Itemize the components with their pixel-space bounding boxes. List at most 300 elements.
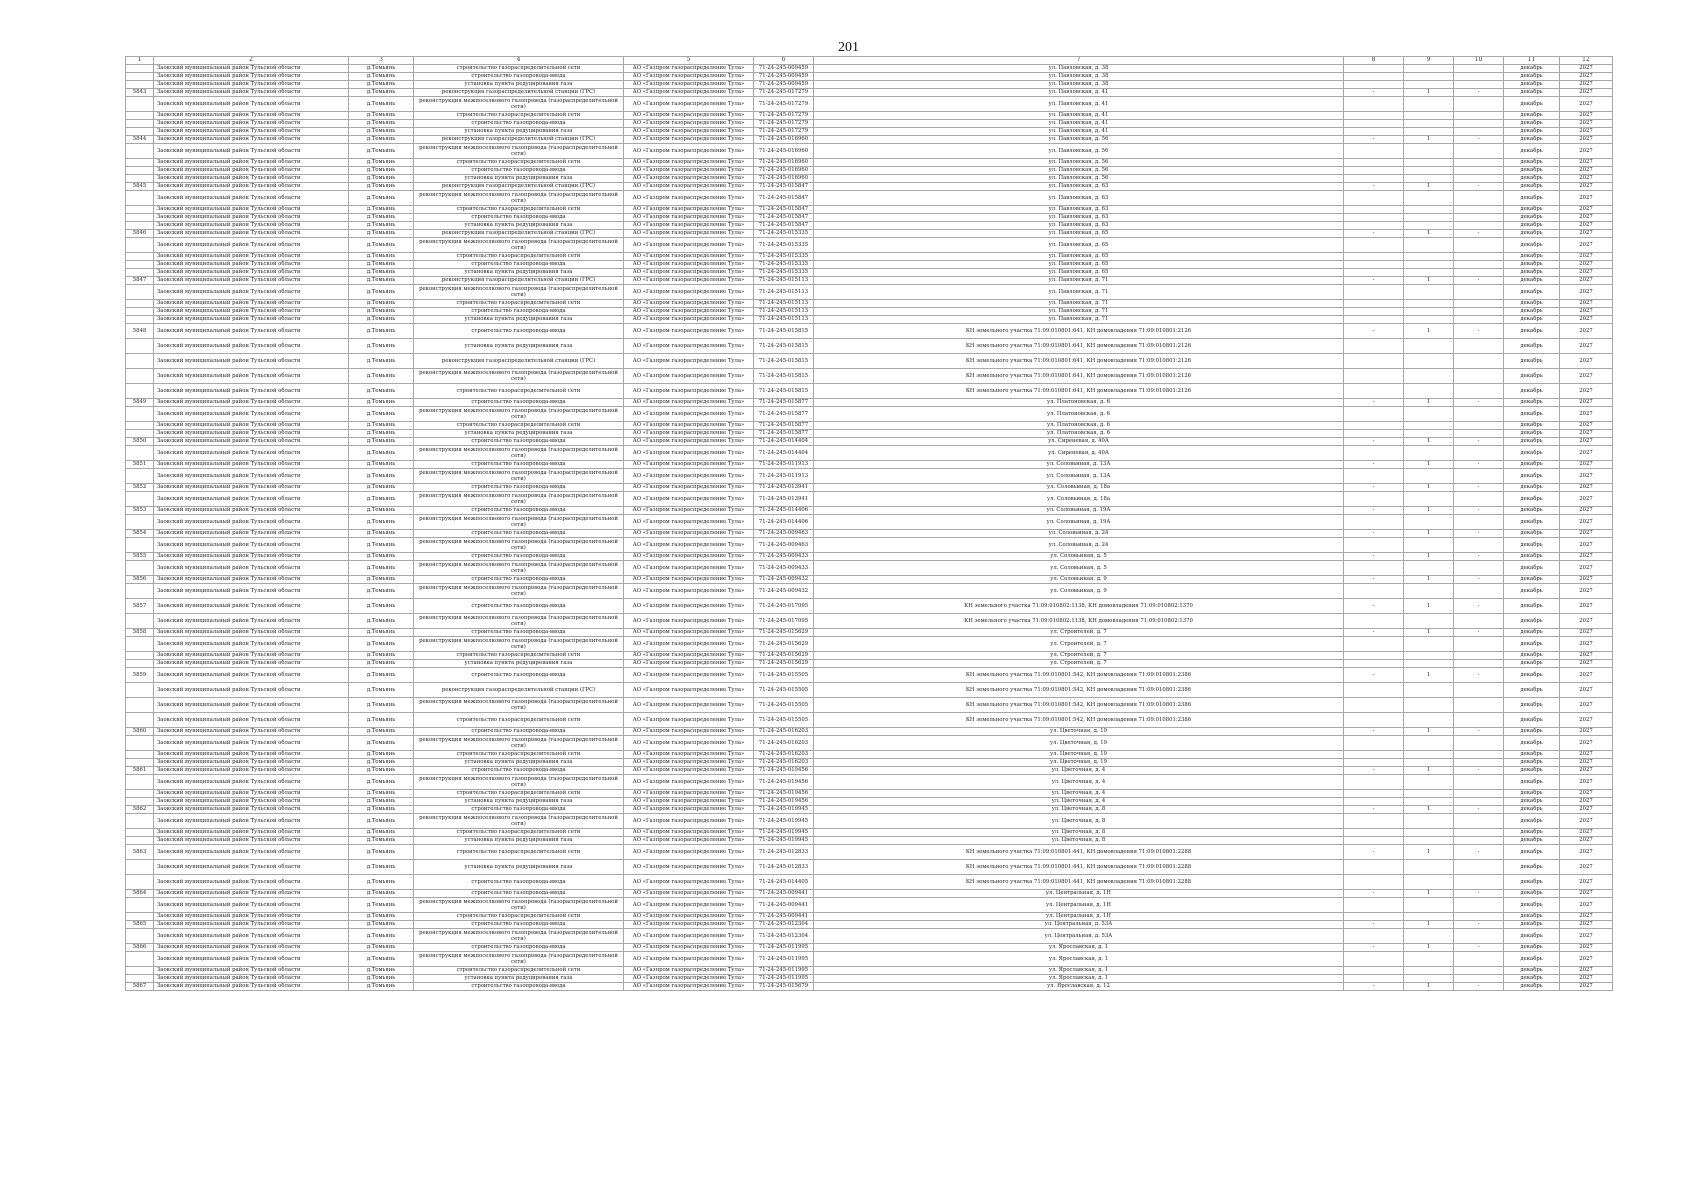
year-cell: 2027 (1560, 484, 1613, 492)
month-cell: декабрь (1504, 921, 1560, 929)
object-code-cell: 71-24-245-015113 (754, 285, 814, 300)
col10-cell (1454, 492, 1504, 507)
table-row (126, 81, 1613, 89)
address-cell: ул. Цветочная, д. 19 (814, 728, 1344, 736)
record-number (126, 206, 154, 214)
col8-cell (1344, 112, 1404, 120)
district-cell: Заокский муниципальный район Тульской области (154, 875, 349, 890)
month-cell: декабрь (1504, 929, 1560, 944)
col10-cell: - (1454, 728, 1504, 736)
year-cell: 2027 (1560, 668, 1613, 683)
col8-cell (1344, 222, 1404, 230)
organization-cell: АО «Газпром газораспределение Тула» (624, 814, 754, 829)
col9-cell (1404, 159, 1454, 167)
organization-cell: АО «Газпром газораспределение Тула» (624, 253, 754, 261)
col9-cell (1404, 446, 1454, 461)
month-cell: декабрь (1504, 238, 1560, 253)
address-cell: ул. Павловская, д. 41 (814, 97, 1344, 112)
table-row (126, 354, 1613, 369)
organization-cell: АО «Газпром газораспределение Тула» (624, 81, 754, 89)
address-cell: КН земельного участка 71:09:010801:641, КН домовладения 71:09:010801:2126 (814, 339, 1344, 354)
organization-cell: АО «Газпром газораспределение Тула» (624, 728, 754, 736)
district-cell: Заокский муниципальный район Тульской области (154, 159, 349, 167)
col8-cell (1344, 369, 1404, 384)
district-cell: Заокский муниципальный район Тульской области (154, 814, 349, 829)
object-code-cell: 71-24-245-016960 (754, 159, 814, 167)
address-cell: КН земельного участка 71:09:010801:441, КН домовладения 71:09:010801:2288 (814, 875, 1344, 890)
col8-cell (1344, 713, 1404, 728)
year-cell: 2027 (1560, 728, 1613, 736)
col10-cell: - (1454, 89, 1504, 97)
locality-cell: д.Темьянь (349, 530, 414, 538)
col10-cell: - (1454, 944, 1504, 952)
record-number (126, 736, 154, 751)
organization-cell: АО «Газпром газораспределение Тула» (624, 183, 754, 191)
year-cell: 2027 (1560, 660, 1613, 668)
organization-cell: АО «Газпром газораспределение Тула» (624, 713, 754, 728)
address-cell: ул. Павловская, д. 65 (814, 253, 1344, 261)
col9-cell: 1 (1404, 767, 1454, 775)
organization-cell: АО «Газпром газораспределение Тула» (624, 461, 754, 469)
organization-cell: АО «Газпром газораспределение Тула» (624, 652, 754, 660)
object-code-cell: 71-24-245-014406 (754, 507, 814, 515)
locality-cell: д.Темьянь (349, 660, 414, 668)
year-cell: 2027 (1560, 316, 1613, 324)
district-cell: Заокский муниципальный район Тульской области (154, 890, 349, 898)
record-number (126, 175, 154, 183)
column-number: 6 (754, 57, 814, 65)
record-number: 5855 (126, 553, 154, 561)
col10-cell (1454, 206, 1504, 214)
district-cell: Заокский муниципальный район Тульской области (154, 975, 349, 983)
col10-cell (1454, 222, 1504, 230)
month-cell: декабрь (1504, 430, 1560, 438)
address-cell: ул. Павловская, д. 56 (814, 144, 1344, 159)
work-type-cell: строительство газораспределительной сети (414, 790, 624, 798)
col9-cell (1404, 469, 1454, 484)
object-code-cell: 71-24-245-015505 (754, 713, 814, 728)
table-row (126, 576, 1613, 584)
organization-cell: АО «Газпром газораспределение Тула» (624, 238, 754, 253)
organization-cell: АО «Газпром газораспределение Тула» (624, 422, 754, 430)
column-number: 3 (349, 57, 414, 65)
record-number (126, 354, 154, 369)
object-code-cell: 71-24-245-009432 (754, 584, 814, 599)
table-row (126, 683, 1613, 698)
district-cell: Заокский муниципальный район Тульской области (154, 553, 349, 561)
work-type-cell: строительство газораспределительной сети (414, 967, 624, 975)
work-type-cell: строительство газопровода-ввода (414, 438, 624, 446)
object-code-cell: 71-24-245-015335 (754, 238, 814, 253)
work-type-cell: установка пункта редуцирования газа (414, 860, 624, 875)
col10-cell (1454, 798, 1504, 806)
address-cell: ул. Цветочная, д. 4 (814, 767, 1344, 775)
work-type-cell: реконструкция межпоселкового газопровода (газораспределительной сети) (414, 814, 624, 829)
record-number (126, 713, 154, 728)
object-code-cell: 71-24-245-015877 (754, 399, 814, 407)
col9-cell (1404, 736, 1454, 751)
month-cell: декабрь (1504, 713, 1560, 728)
organization-cell: АО «Газпром газораспределение Тула» (624, 530, 754, 538)
col10-cell (1454, 913, 1504, 921)
address-cell: КН земельного участка 71:09:010801:542, КН домовладения 71:09:010801:2386 (814, 698, 1344, 713)
object-code-cell: 71-24-245-009463 (754, 538, 814, 553)
column-number: 5 (624, 57, 754, 65)
district-cell: Заокский муниципальный район Тульской области (154, 829, 349, 837)
work-type-cell: строительство газопровода-ввода (414, 530, 624, 538)
district-cell: Заокский муниципальный район Тульской области (154, 484, 349, 492)
work-type-cell: реконструкция межпоселкового газопровода (газораспределительной сети) (414, 285, 624, 300)
district-cell: Заокский муниципальный район Тульской области (154, 660, 349, 668)
month-cell: декабрь (1504, 576, 1560, 584)
record-number (126, 759, 154, 767)
col10-cell: - (1454, 277, 1504, 285)
year-cell: 2027 (1560, 277, 1613, 285)
locality-cell: д.Темьянь (349, 983, 414, 991)
record-number (126, 660, 154, 668)
col10-cell (1454, 65, 1504, 73)
col8-cell: - (1344, 553, 1404, 561)
column-number: 1 (126, 57, 154, 65)
record-number (126, 975, 154, 983)
col8-cell (1344, 829, 1404, 837)
col8-cell (1344, 339, 1404, 354)
locality-cell: д.Темьянь (349, 944, 414, 952)
work-type-cell: строительство газопровода-ввода (414, 399, 624, 407)
col8-cell (1344, 967, 1404, 975)
district-cell: Заокский муниципальный район Тульской области (154, 206, 349, 214)
work-type-cell: установка пункта редуцирования газа (414, 339, 624, 354)
year-cell: 2027 (1560, 713, 1613, 728)
work-type-cell: реконструкция межпоселкового газопровода (газораспределительной сети) (414, 446, 624, 461)
organization-cell: АО «Газпром газораспределение Тула» (624, 167, 754, 175)
organization-cell: АО «Газпром газораспределение Тула» (624, 484, 754, 492)
table-row (126, 652, 1613, 660)
district-cell: Заокский муниципальный район Тульской области (154, 767, 349, 775)
locality-cell: д.Темьянь (349, 921, 414, 929)
col9-cell: 1 (1404, 576, 1454, 584)
record-number (126, 308, 154, 316)
organization-cell: АО «Газпром газораспределение Тула» (624, 890, 754, 898)
locality-cell: д.Темьянь (349, 469, 414, 484)
col9-cell: 1 (1404, 944, 1454, 952)
district-cell: Заокский муниципальный район Тульской области (154, 175, 349, 183)
month-cell: декабрь (1504, 775, 1560, 790)
record-number (126, 952, 154, 967)
organization-cell: АО «Газпром газораспределение Тула» (624, 230, 754, 238)
col8-cell (1344, 97, 1404, 112)
object-code-cell: 71-24-245-015847 (754, 214, 814, 222)
organization-cell: АО «Газпром газораспределение Тула» (624, 736, 754, 751)
col10-cell (1454, 967, 1504, 975)
locality-cell: д.Темьянь (349, 614, 414, 629)
month-cell: декабрь (1504, 983, 1560, 991)
col8-cell (1344, 384, 1404, 399)
organization-cell: АО «Газпром газораспределение Тула» (624, 898, 754, 913)
object-code-cell: 71-24-245-011995 (754, 967, 814, 975)
year-cell: 2027 (1560, 461, 1613, 469)
year-cell: 2027 (1560, 890, 1613, 898)
month-cell: декабрь (1504, 65, 1560, 73)
table-row (126, 530, 1613, 538)
col10-cell (1454, 238, 1504, 253)
col9-cell (1404, 913, 1454, 921)
locality-cell: д.Темьянь (349, 629, 414, 637)
year-cell: 2027 (1560, 584, 1613, 599)
locality-cell: д.Темьянь (349, 952, 414, 967)
organization-cell: АО «Газпром газораспределение Тула» (624, 89, 754, 97)
year-cell: 2027 (1560, 599, 1613, 614)
col10-cell (1454, 339, 1504, 354)
year-cell: 2027 (1560, 983, 1613, 991)
object-code-cell: 71-24-245-009441 (754, 890, 814, 898)
district-cell: Заокский муниципальный район Тульской области (154, 775, 349, 790)
organization-cell: АО «Газпром газораспределение Тула» (624, 214, 754, 222)
year-cell: 2027 (1560, 399, 1613, 407)
col10-cell (1454, 73, 1504, 81)
month-cell: декабрь (1504, 384, 1560, 399)
work-type-cell: реконструкция межпоселкового газопровода (газораспределительной сети) (414, 369, 624, 384)
col10-cell (1454, 814, 1504, 829)
work-type-cell: реконструкция межпоселкового газопровода (газораспределительной сети) (414, 407, 624, 422)
year-cell: 2027 (1560, 898, 1613, 913)
table-row (126, 629, 1613, 637)
col10-cell (1454, 253, 1504, 261)
object-code-cell: 71-24-245-015815 (754, 384, 814, 399)
col8-cell (1344, 167, 1404, 175)
address-cell: КН земельного участка 71:09:010802:1138, КН домовладения 71:09:010802:1370 (814, 614, 1344, 629)
year-cell: 2027 (1560, 561, 1613, 576)
locality-cell: д.Темьянь (349, 599, 414, 614)
col8-cell (1344, 316, 1404, 324)
district-cell: Заокский муниципальный район Тульской области (154, 369, 349, 384)
organization-cell: АО «Газпром газораспределение Тула» (624, 300, 754, 308)
object-code-cell: 71-24-245-019945 (754, 829, 814, 837)
col10-cell: - (1454, 806, 1504, 814)
district-cell: Заокский муниципальный район Тульской области (154, 136, 349, 144)
table-row (126, 484, 1613, 492)
table-row (126, 561, 1613, 576)
record-number (126, 285, 154, 300)
col9-cell: 1 (1404, 324, 1454, 339)
col8-cell (1344, 73, 1404, 81)
month-cell: декабрь (1504, 967, 1560, 975)
locality-cell: д.Темьянь (349, 829, 414, 837)
record-number (126, 222, 154, 230)
col10-cell (1454, 384, 1504, 399)
locality-cell: д.Темьянь (349, 736, 414, 751)
month-cell: декабрь (1504, 683, 1560, 698)
locality-cell: д.Темьянь (349, 652, 414, 660)
record-number (126, 191, 154, 206)
col10-cell (1454, 97, 1504, 112)
table-row (126, 183, 1613, 191)
month-cell: декабрь (1504, 492, 1560, 507)
work-type-cell: реконструкция межпоселкового газопровода (газораспределительной сети) (414, 614, 624, 629)
year-cell: 2027 (1560, 515, 1613, 530)
address-cell: ул. Цветочная, д. 8 (814, 814, 1344, 829)
organization-cell: АО «Газпром газораспределение Тула» (624, 837, 754, 845)
object-code-cell: 71-24-245-015113 (754, 308, 814, 316)
organization-cell: АО «Газпром газораспределение Тула» (624, 324, 754, 339)
organization-cell: АО «Газпром газораспределение Тула» (624, 790, 754, 798)
table-row (126, 65, 1613, 73)
address-cell: ул. Цветочная, д. 19 (814, 759, 1344, 767)
col9-cell (1404, 929, 1454, 944)
col9-cell (1404, 422, 1454, 430)
col10-cell: - (1454, 629, 1504, 637)
organization-cell: АО «Газпром газораспределение Тула» (624, 860, 754, 875)
address-cell: ул. Павловская, д. 38 (814, 81, 1344, 89)
organization-cell: АО «Газпром газораспределение Тула» (624, 921, 754, 929)
record-number (126, 430, 154, 438)
district-cell: Заокский муниципальный район Тульской области (154, 120, 349, 128)
address-cell: ул. Павловская, д. 63 (814, 214, 1344, 222)
col8-cell: - (1344, 136, 1404, 144)
col8-cell (1344, 128, 1404, 136)
work-type-cell: установка пункта редуцирования газа (414, 975, 624, 983)
district-cell: Заокский муниципальный район Тульской области (154, 89, 349, 97)
organization-cell: АО «Газпром газораспределение Тула» (624, 806, 754, 814)
locality-cell: д.Темьянь (349, 584, 414, 599)
table-row (126, 660, 1613, 668)
district-cell: Заокский муниципальный район Тульской области (154, 277, 349, 285)
locality-cell: д.Темьянь (349, 316, 414, 324)
year-cell: 2027 (1560, 269, 1613, 277)
year-cell: 2027 (1560, 790, 1613, 798)
col9-cell: 1 (1404, 183, 1454, 191)
record-number (126, 898, 154, 913)
address-cell: ул. Павловская, д. 63 (814, 191, 1344, 206)
object-code-cell: 71-24-245-017279 (754, 128, 814, 136)
month-cell: декабрь (1504, 637, 1560, 652)
col8-cell (1344, 422, 1404, 430)
col10-cell (1454, 736, 1504, 751)
col10-cell (1454, 446, 1504, 461)
col8-cell (1344, 775, 1404, 790)
col9-cell (1404, 175, 1454, 183)
work-type-cell: реконструкция газораспределительной станции (ГРС) (414, 354, 624, 369)
col10-cell (1454, 144, 1504, 159)
work-type-cell: строительство газораспределительной сети (414, 829, 624, 837)
col9-cell (1404, 967, 1454, 975)
address-cell: ул. Платоновская, д. 6 (814, 399, 1344, 407)
col8-cell (1344, 614, 1404, 629)
record-number (126, 929, 154, 944)
col8-cell: - (1344, 576, 1404, 584)
month-cell: декабрь (1504, 599, 1560, 614)
work-type-cell: установка пункта редуцирования газа (414, 175, 624, 183)
table-row (126, 983, 1613, 991)
col9-cell (1404, 384, 1454, 399)
address-cell: КН земельного участка 71:09:010801:641, КН домовладения 71:09:010801:2126 (814, 324, 1344, 339)
object-code-cell: 71-24-245-015335 (754, 230, 814, 238)
organization-cell: АО «Газпром газораспределение Тула» (624, 354, 754, 369)
record-number (126, 65, 154, 73)
object-code-cell: 71-24-245-014405 (754, 875, 814, 890)
record-number (126, 369, 154, 384)
record-number: 5853 (126, 507, 154, 515)
col8-cell (1344, 790, 1404, 798)
record-number (126, 790, 154, 798)
col8-cell: - (1344, 845, 1404, 860)
district-cell: Заокский муниципальный район Тульской области (154, 913, 349, 921)
work-type-cell: установка пункта редуцирования газа (414, 660, 624, 668)
col9-cell (1404, 875, 1454, 890)
organization-cell: АО «Газпром газораспределение Тула» (624, 206, 754, 214)
district-cell: Заокский муниципальный район Тульской области (154, 144, 349, 159)
year-cell: 2027 (1560, 89, 1613, 97)
month-cell: декабрь (1504, 308, 1560, 316)
month-cell: декабрь (1504, 767, 1560, 775)
col10-cell (1454, 637, 1504, 652)
organization-cell: АО «Газпром газораспределение Тула» (624, 144, 754, 159)
col8-cell (1344, 929, 1404, 944)
record-number: 5858 (126, 629, 154, 637)
locality-cell: д.Темьянь (349, 120, 414, 128)
address-cell: ул. Строителей, д. 7 (814, 637, 1344, 652)
object-code-cell: 71-24-245-015679 (754, 983, 814, 991)
address-cell: ул. Павловская, д. 56 (814, 159, 1344, 167)
col9-cell (1404, 214, 1454, 222)
object-code-cell: 71-24-245-009459 (754, 81, 814, 89)
work-type-cell: реконструкция межпоселкового газопровода (газораспределительной сети) (414, 515, 624, 530)
object-code-cell: 71-24-245-016203 (754, 759, 814, 767)
organization-cell: АО «Газпром газораспределение Тула» (624, 584, 754, 599)
object-code-cell: 71-24-245-015815 (754, 369, 814, 384)
work-type-cell: строительство газораспределительной сети (414, 652, 624, 660)
col9-cell: 1 (1404, 890, 1454, 898)
locality-cell: д.Темьянь (349, 492, 414, 507)
record-number: 5849 (126, 399, 154, 407)
year-cell: 2027 (1560, 975, 1613, 983)
locality-cell: д.Темьянь (349, 898, 414, 913)
col8-cell (1344, 214, 1404, 222)
year-cell: 2027 (1560, 253, 1613, 261)
district-cell: Заокский муниципальный район Тульской области (154, 683, 349, 698)
table-row (126, 759, 1613, 767)
work-type-cell: строительство газопровода-ввода (414, 324, 624, 339)
district-cell: Заокский муниципальный район Тульской области (154, 407, 349, 422)
work-type-cell: строительство газопровода-ввода (414, 806, 624, 814)
table-row (126, 898, 1613, 913)
locality-cell: д.Темьянь (349, 637, 414, 652)
year-cell: 2027 (1560, 230, 1613, 238)
col9-cell: 1 (1404, 399, 1454, 407)
work-type-cell: реконструкция газораспределительной станции (ГРС) (414, 230, 624, 238)
month-cell: декабрь (1504, 324, 1560, 339)
year-cell: 2027 (1560, 576, 1613, 584)
col10-cell (1454, 875, 1504, 890)
table-row (126, 538, 1613, 553)
record-number: 5867 (126, 983, 154, 991)
month-cell: декабрь (1504, 73, 1560, 81)
col10-cell (1454, 422, 1504, 430)
work-type-cell: реконструкция межпоселкового газопровода (газораспределительной сети) (414, 637, 624, 652)
address-cell: ул. Павловская, д. 71 (814, 277, 1344, 285)
col10-cell (1454, 120, 1504, 128)
address-cell: ул. Соловьиная, д. 5 (814, 553, 1344, 561)
col10-cell (1454, 167, 1504, 175)
month-cell: декабрь (1504, 285, 1560, 300)
organization-cell: АО «Газпром газораспределение Тула» (624, 261, 754, 269)
col10-cell: - (1454, 845, 1504, 860)
month-cell: декабрь (1504, 461, 1560, 469)
col10-cell: - (1454, 324, 1504, 339)
locality-cell: д.Темьянь (349, 967, 414, 975)
organization-cell: АО «Газпром газораспределение Тула» (624, 944, 754, 952)
col9-cell (1404, 144, 1454, 159)
